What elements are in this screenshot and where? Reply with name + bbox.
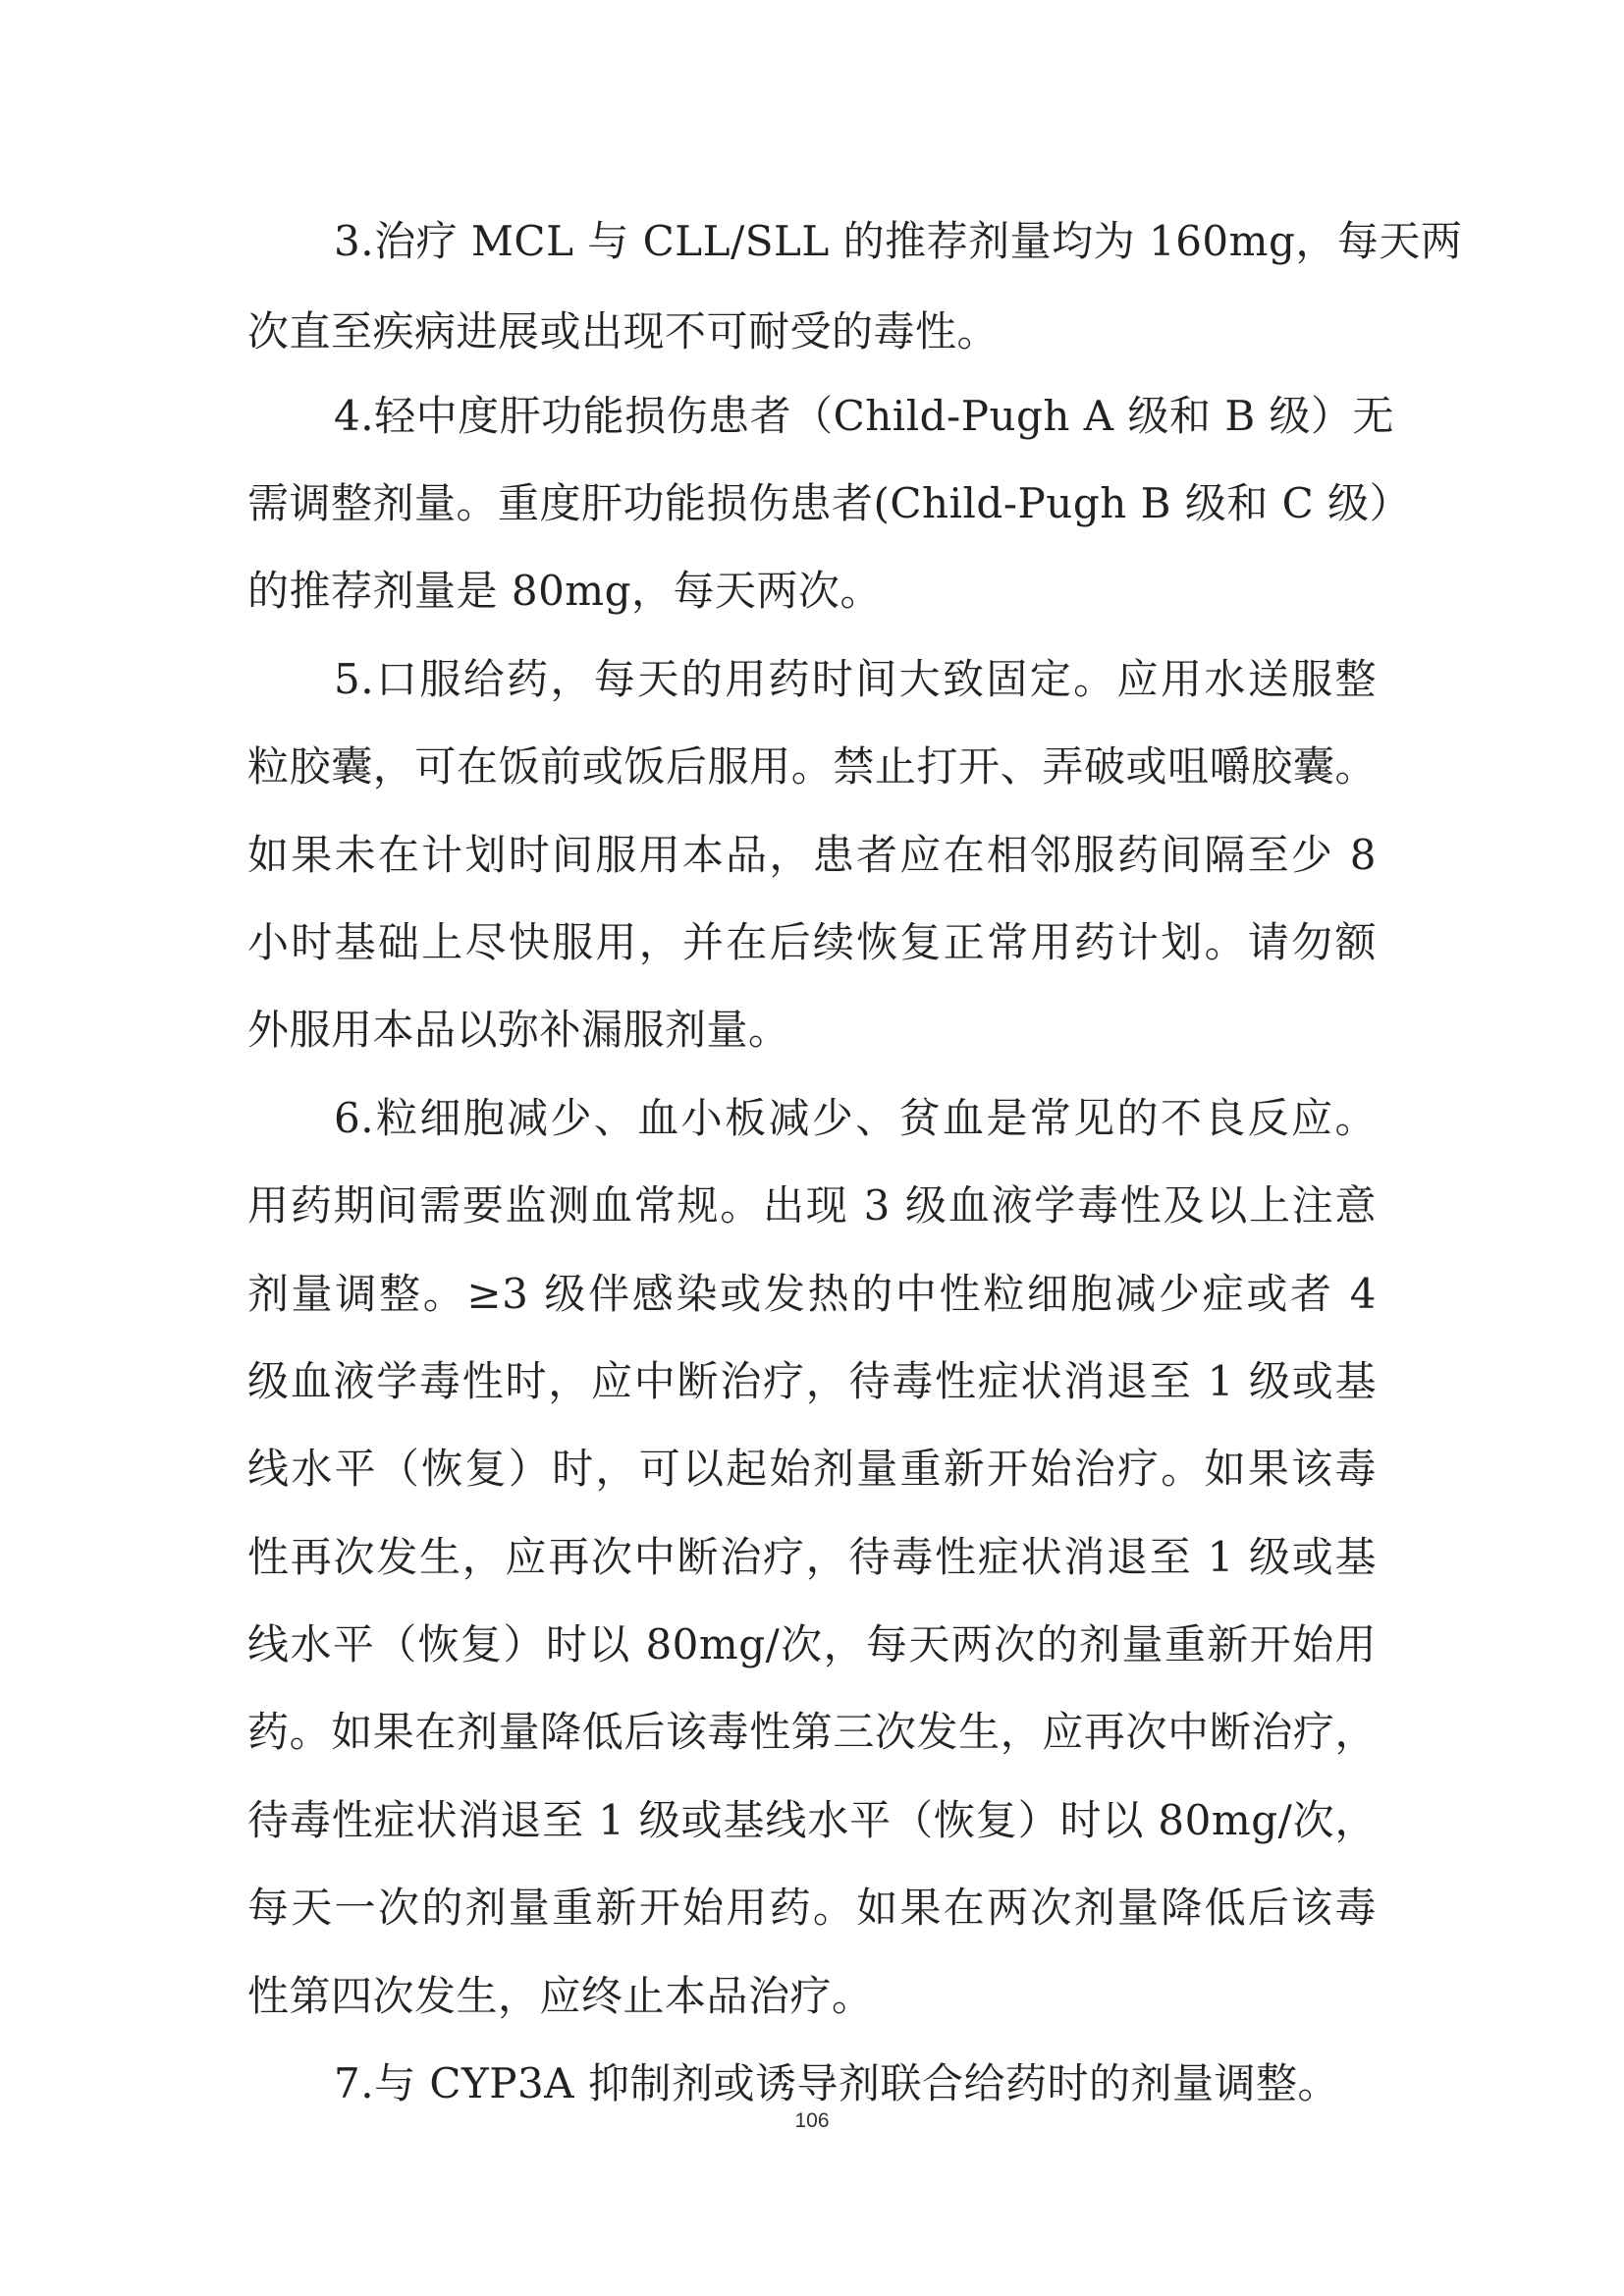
paragraph-5-line-1: 5.口服给药，每天的用药时间大致固定。应用水送服整 xyxy=(334,655,1377,703)
paragraph-5-line-4: 小时基础上尽快服用，并在后续恢复正常用药计划。请勿额 xyxy=(247,918,1377,966)
paragraph-5-line-5: 外服用本品以弥补漏服剂量。 xyxy=(247,1006,790,1054)
paragraph-6-line-1: 6.粒细胞减少、血小板减少、贫血是常见的不良反应。 xyxy=(334,1094,1377,1142)
paragraph-3-line-1: 3.治疗 MCL 与 CLL/SLL 的推荐剂量均为 160mg，每天两 xyxy=(334,217,1463,265)
paragraph-6-line-7: 线水平（恢复）时以 80mg/次，每天两次的剂量重新开始用 xyxy=(247,1620,1377,1668)
paragraph-6-line-8: 药。如果在剂量降低后该毒性第三次发生，应再次中断治疗， xyxy=(247,1708,1377,1756)
paragraph-6-line-10: 每天一次的剂量重新开始用药。如果在两次剂量降低后该毒 xyxy=(247,1884,1377,1932)
paragraph-6-line-4: 级血液学毒性时，应中断治疗，待毒性症状消退至 1 级或基 xyxy=(247,1357,1377,1405)
paragraph-6-line-9: 待毒性症状消退至 1 级或基线水平（恢复）时以 80mg/次， xyxy=(247,1796,1377,1844)
paragraph-6-line-6: 性再次发生，应再次中断治疗，待毒性症状消退至 1 级或基 xyxy=(247,1533,1377,1581)
paragraph-4-line-1: 4.轻中度肝功能损伤患者（Child-Pugh A 级和 B 级）无 xyxy=(334,392,1395,440)
paragraph-5-line-3: 如果未在计划时间服用本品，患者应在相邻服药间隔至少 8 xyxy=(247,831,1377,879)
paragraph-7-line-1: 7.与 CYP3A 抑制剂或诱导剂联合给药时的剂量调整。 xyxy=(334,2059,1339,2107)
paragraph-4-line-2: 需调整剂量。重度肝功能损伤患者(Child-Pugh B 级和 C 级） xyxy=(247,479,1412,527)
paragraph-6-line-3: 剂量调整。≥3 级伴感染或发热的中性粒细胞减少症或者 4 xyxy=(247,1270,1377,1318)
paragraph-6-line-11: 性第四次发生，应终止本品治疗。 xyxy=(247,1972,874,2020)
paragraph-4-line-3: 的推荐剂量是 80mg，每天两次。 xyxy=(247,567,883,615)
paragraph-3-line-2: 次直至疾病进展或出现不可耐受的毒性。 xyxy=(247,307,1000,355)
page-number: 106 xyxy=(794,2109,830,2132)
paragraph-6-line-5: 线水平（恢复）时，可以起始剂量重新开始治疗。如果该毒 xyxy=(247,1445,1377,1493)
paragraph-5-line-2: 粒胶囊，可在饭前或饭后服用。禁止打开、弄破或咀嚼胶囊。 xyxy=(247,742,1377,791)
paragraph-6-line-2: 用药期间需要监测血常规。出现 3 级血液学毒性及以上注意 xyxy=(247,1181,1377,1230)
